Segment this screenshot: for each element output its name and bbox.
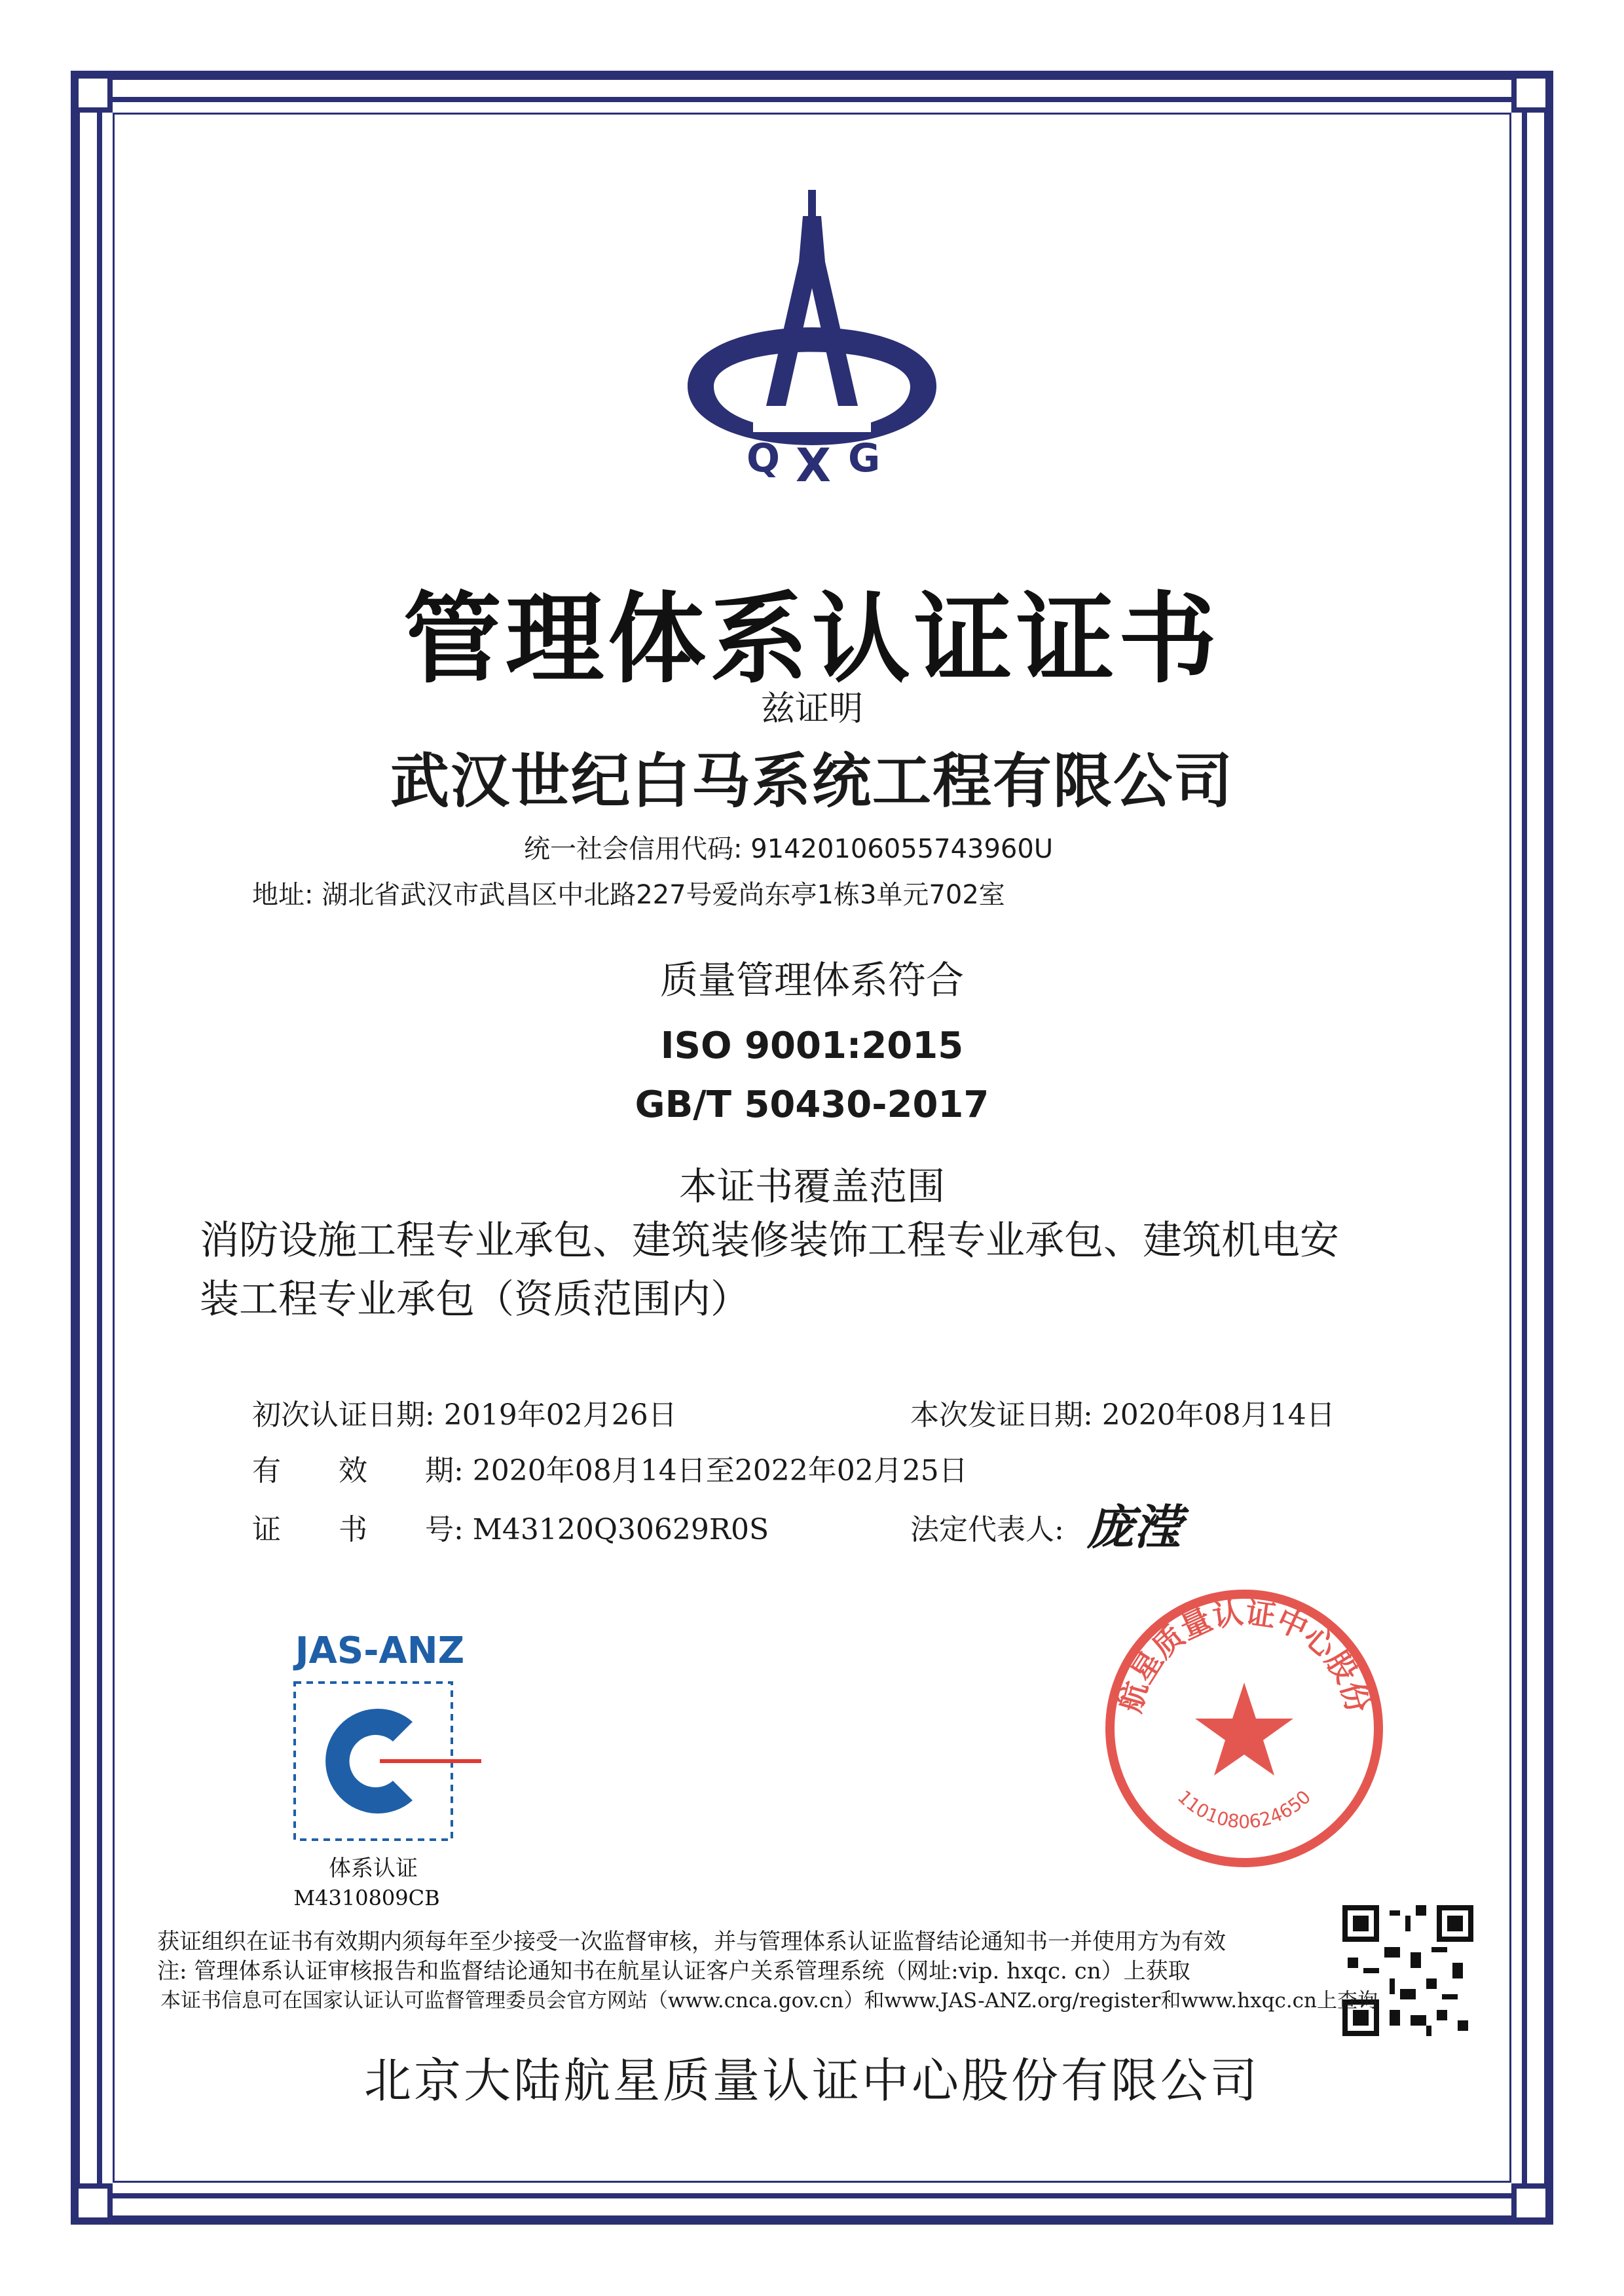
first-cert-date: 初次认证日期: 2019年02月26日	[252, 1398, 677, 1432]
jas-anz-code: M4310809CB	[293, 1886, 440, 1910]
company-seal	[1100, 1584, 1388, 1872]
scope-text	[200, 1211, 1431, 1329]
corner-ornament	[1511, 73, 1551, 113]
jas-anz-label: 体系认证	[329, 1855, 418, 1882]
svg-text:北京大陆航星质量认证中心股份有限公司	[1100, 1584, 1376, 1716]
qxg-logo	[674, 190, 950, 504]
validity-period: 有 效 期: 2020年08月14日至2022年02月25日	[252, 1454, 968, 1487]
issuer-name: 北京大陆航星质量认证中心股份有限公司	[363, 2053, 1260, 2108]
note-line: 本证书信息可在国家认证认可监督管理委员会官方网站（www.cnca.gov.cn）和www.JAS-ANZ.org/register和www.hxqc.cn上查询	[160, 1989, 1378, 2013]
note-line: 获证组织在证书有效期内须每年至少接受一次监督审核，并与管理体系认证监督结论通知书一并使用方为有效	[157, 1929, 1226, 1955]
standard-gbt: GB/T 50430-2017	[635, 1084, 989, 1126]
scope-title: 本证书覆盖范围	[678, 1164, 945, 1209]
logo-letter: X	[796, 439, 831, 492]
scope-line: 消防设施工程专业承包、建筑装修装饰工程专业承包、建筑机电安	[200, 1218, 1339, 1264]
jas-anz-brand: JAS-ANZ	[295, 1630, 465, 1672]
scope-line: 装工程专业承包（资质范围内）	[200, 1277, 750, 1322]
svg-text:1101080624650	[1173, 1786, 1315, 1832]
seal-text: 航星质量认证中心股份	[1112, 1594, 1376, 1717]
certificate-title: 管理体系认证证书	[403, 583, 1221, 697]
logo-letter: Q	[747, 435, 781, 481]
corner-ornament	[73, 2183, 113, 2223]
conform-text: 质量管理体系符合	[659, 958, 964, 1002]
corner-ornament	[73, 73, 113, 113]
company-address: 地址: 湖北省武汉市武昌区中北路227号爱尚东亭1栋3单元702室	[252, 880, 1005, 910]
seal-number: 1101080624650	[1173, 1786, 1316, 1833]
logo-letter: G	[848, 435, 881, 481]
legal-rep-signature: 庞滢	[1087, 1499, 1182, 1555]
note-line: 注: 管理体系认证审核报告和监督结论通知书在航星认证客户关系管理系统（网址:vip. hxqc. cn）上获取	[157, 1958, 1190, 1984]
certificate-subtitle: 兹证明	[760, 689, 863, 729]
cert-number: 证 书 号: M43120Q30629R0S	[252, 1513, 769, 1546]
legal-rep-label: 法定代表人:	[910, 1513, 1064, 1546]
jas-anz-mark	[262, 1624, 498, 1918]
company-name: 武汉世纪白马系统工程有限公司	[390, 747, 1234, 816]
issue-date: 本次发证日期: 2020年08月14日	[910, 1398, 1335, 1432]
standard-iso: ISO 9001:2015	[660, 1025, 964, 1067]
star-icon	[1195, 1683, 1293, 1776]
credit-code: 统一社会信用代码: 91420106055743960U	[524, 834, 1054, 864]
corner-ornament	[1511, 2183, 1551, 2223]
